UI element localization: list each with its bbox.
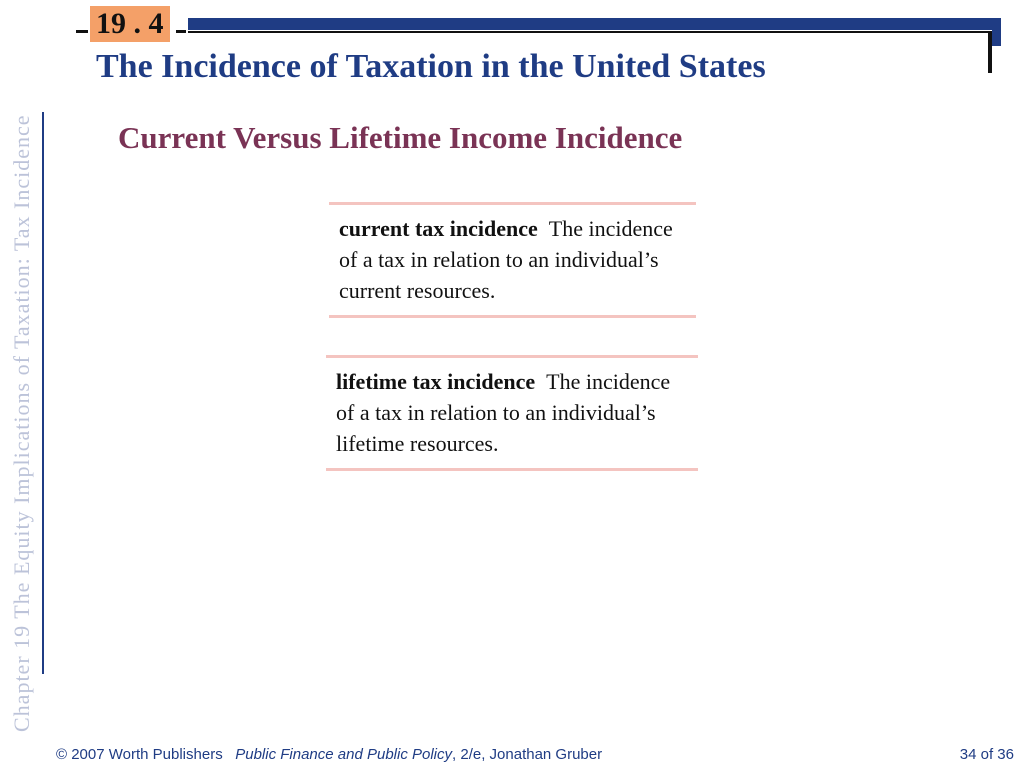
- slide-subtitle: Current Versus Lifetime Income Incidence: [118, 120, 683, 155]
- section-number-badge: 19 . 4: [90, 6, 170, 42]
- page-title: The Incidence of Taxation in the United States: [96, 48, 766, 85]
- footer-credits: [56, 745, 602, 765]
- definition-current: [339, 213, 686, 306]
- definition-box-current: [329, 202, 696, 318]
- definition-current-text: The incidence of a tax in relation to an individual’s current resources.: [339, 216, 673, 303]
- chapter-side-caption: Chapter 19 The Equity Implications of Taxation: Tax Incidence: [9, 114, 34, 732]
- header-left-dash: [76, 30, 88, 33]
- footer-page-number: 34 of 36: [959, 746, 1014, 763]
- header-rule: [188, 31, 988, 33]
- footer-copyright: © 2007 Worth Publishers: [56, 746, 223, 763]
- term-current-tax-incidence: current tax incidence: [339, 216, 538, 241]
- footer-book-title: Public Finance and Public Policy: [235, 746, 453, 763]
- definition-box-lifetime: [326, 355, 698, 471]
- term-lifetime-tax-incidence: lifetime tax incidence: [336, 369, 536, 394]
- header-rule-end: [988, 31, 992, 73]
- definition-lifetime-text: The incidence of a tax in relation to an individual’s lifetime resources.: [336, 369, 671, 456]
- footer-edition-author: , 2/e, Jonathan Gruber: [452, 746, 603, 763]
- definition-lifetime: [336, 366, 688, 459]
- side-rule: [42, 112, 44, 674]
- header-bar-end: [992, 18, 1001, 46]
- header-blue-bar: [188, 18, 1001, 30]
- header-mid-dash: [176, 30, 186, 33]
